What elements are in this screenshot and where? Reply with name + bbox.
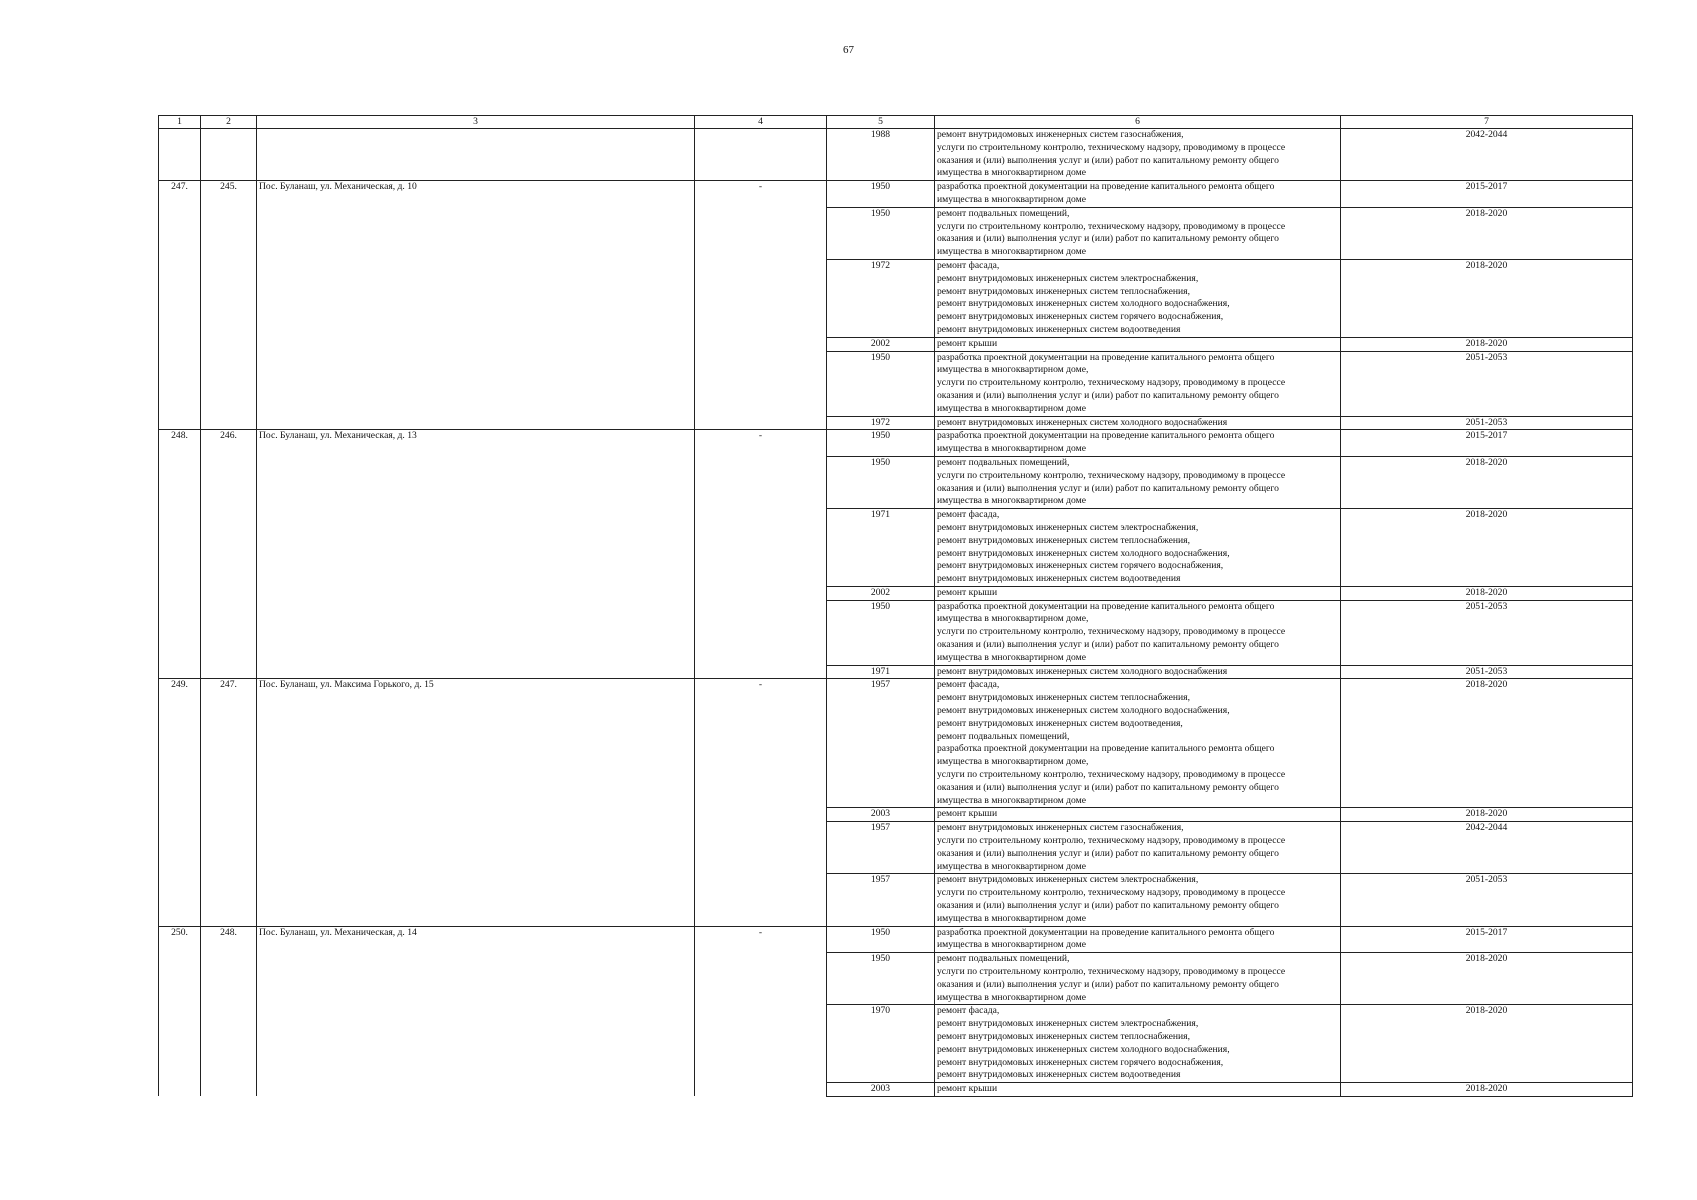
- work-item: разработка проектной документации на проведение капитального ремонта общего: [937, 181, 1275, 193]
- work-item: ремонт подвальных помещений,: [937, 730, 1070, 742]
- period-cell: 2051-2053: [1341, 665, 1633, 679]
- work-item: оказания и (или) выполнения услуг и (или) работ по капитальному ремонту общего: [937, 639, 1279, 651]
- work-item: разработка проектной документации на проведение капитального ремонта общего: [937, 430, 1275, 442]
- year-cell: 1950: [827, 926, 935, 953]
- work-item: разработка проектной документации на проведение капитального ремонта общего: [937, 351, 1275, 363]
- work-item: имущества в многоквартирном доме: [937, 443, 1086, 455]
- year-cell: 1971: [827, 509, 935, 587]
- work-item: ремонт внутридомовых инженерных систем водоотведения,: [937, 717, 1183, 729]
- year-cell: 1957: [827, 679, 935, 808]
- column-4-value: -: [695, 679, 827, 926]
- year-cell: 1950: [827, 430, 935, 457]
- work-item: ремонт внутридомовых инженерных систем теплоснабжения,: [937, 534, 1190, 546]
- work-item: имущества в многоквартирном доме: [937, 860, 1086, 872]
- works-cell: [935, 207, 1341, 259]
- work-item: услуги по строительному контролю, техническому надзору, проводимому в процессе: [937, 835, 1286, 847]
- works-cell: [935, 259, 1341, 337]
- work-item: ремонт крыши: [937, 1083, 998, 1095]
- table-row: [159, 926, 1633, 953]
- work-item: разработка проектной документации на проведение капитального ремонта общего: [937, 926, 1275, 938]
- period-cell: 2018-2020: [1341, 509, 1633, 587]
- year-cell: 2002: [827, 337, 935, 351]
- work-item: ремонт крыши: [937, 337, 998, 349]
- period-cell: 2018-2020: [1341, 953, 1633, 1005]
- works-cell: [935, 456, 1341, 508]
- work-item: разработка проектной документации на проведение капитального ремонта общего: [937, 743, 1275, 755]
- work-item: оказания и (или) выполнения услуг и (или) работ по капитальному ремонту общего: [937, 389, 1279, 401]
- table-body: [159, 116, 1633, 1097]
- column-number: 5: [827, 116, 935, 129]
- house-number: 248.: [201, 926, 257, 1096]
- year-cell: 1950: [827, 953, 935, 1005]
- work-item: ремонт внутридомовых инженерных систем электроснабжения,: [937, 1018, 1199, 1030]
- work-item: ремонт фасада,: [937, 679, 1000, 691]
- works-cell: [935, 953, 1341, 1005]
- table-row: [159, 679, 1633, 808]
- work-item: ремонт внутридомовых инженерных систем водоотведения: [937, 323, 1181, 335]
- work-item: ремонт внутридомовых инженерных систем электроснабжения,: [937, 874, 1199, 886]
- work-item: услуги по строительному контролю, техническому надзору, проводимому в процессе: [937, 469, 1286, 481]
- work-item: ремонт внутридомовых инженерных систем теплоснабжения,: [937, 285, 1190, 297]
- works-cell: [935, 586, 1341, 600]
- house-number: [201, 129, 257, 181]
- work-item: имущества в многоквартирном доме: [937, 193, 1086, 205]
- works-cell: [935, 679, 1341, 808]
- year-cell: 1950: [827, 456, 935, 508]
- work-item: ремонт подвальных помещений,: [937, 953, 1070, 965]
- work-item: ремонт внутридомовых инженерных систем водоотведения: [937, 573, 1181, 585]
- work-item: ремонт внутридомовых инженерных систем холодного водоснабжения,: [937, 1043, 1230, 1055]
- work-item: ремонт внутридомовых инженерных систем электроснабжения,: [937, 272, 1199, 284]
- works-cell: [935, 351, 1341, 416]
- period-cell: 2018-2020: [1341, 456, 1633, 508]
- works-cell: [935, 822, 1341, 874]
- work-item: имущества в многоквартирном доме,: [937, 756, 1089, 768]
- work-item: имущества в многоквартирном доме: [937, 991, 1086, 1003]
- period-cell: 2042-2044: [1341, 822, 1633, 874]
- column-4-value: [695, 129, 827, 181]
- row-number: 249.: [159, 679, 201, 926]
- table-row: [159, 129, 1633, 181]
- column-number: 4: [695, 116, 827, 129]
- house-number: 247.: [201, 679, 257, 926]
- work-item: имущества в многоквартирном доме: [937, 246, 1086, 258]
- year-cell: 1950: [827, 181, 935, 208]
- works-cell: [935, 874, 1341, 926]
- work-item: оказания и (или) выполнения услуг и (или) работ по капитальному ремонту общего: [937, 781, 1279, 793]
- work-item: услуги по строительному контролю, техническому надзору, проводимому в процессе: [937, 141, 1286, 153]
- year-cell: 1950: [827, 600, 935, 665]
- work-item: имущества в многоквартирном доме: [937, 495, 1086, 507]
- house-address: Пос. Буланаш, ул. Механическая, д. 13: [257, 430, 695, 679]
- work-item: имущества в многоквартирном доме: [937, 651, 1086, 663]
- work-item: ремонт крыши: [937, 808, 998, 820]
- work-item: имущества в многоквартирном доме,: [937, 364, 1089, 376]
- period-cell: 2051-2053: [1341, 600, 1633, 665]
- column-4-value: -: [695, 926, 827, 1096]
- year-cell: 1950: [827, 351, 935, 416]
- capital-repair-table: [158, 115, 1633, 1097]
- work-item: ремонт внутридомовых инженерных систем холодного водоснабжения: [937, 416, 1228, 428]
- column-number: 2: [201, 116, 257, 129]
- column-4-value: -: [695, 181, 827, 430]
- period-cell: 2015-2017: [1341, 926, 1633, 953]
- work-item: услуги по строительному контролю, техническому надзору, проводимому в процессе: [937, 966, 1286, 977]
- work-item: ремонт внутридомовых инженерных систем холодного водоснабжения,: [937, 547, 1230, 559]
- work-item: ремонт внутридомовых инженерных систем теплоснабжения,: [937, 1030, 1190, 1042]
- period-cell: 2018-2020: [1341, 1083, 1633, 1097]
- work-item: услуги по строительному контролю, техническому надзору, проводимому в процессе: [937, 887, 1286, 899]
- period-cell: 2018-2020: [1341, 259, 1633, 337]
- works-cell: [935, 416, 1341, 430]
- work-item: услуги по строительному контролю, техническому надзору, проводимому в процессе: [937, 220, 1286, 232]
- work-item: ремонт внутридомовых инженерных систем теплоснабжения,: [937, 692, 1190, 704]
- column-number-row: [159, 116, 1633, 129]
- period-cell: 2018-2020: [1341, 679, 1633, 808]
- work-item: ремонт внутридомовых инженерных систем холодного водоснабжения,: [937, 705, 1230, 717]
- year-cell: 1957: [827, 822, 935, 874]
- period-cell: 2018-2020: [1341, 808, 1633, 822]
- house-address: Пос. Буланаш, ул. Механическая, д. 14: [257, 926, 695, 1096]
- house-number: 245.: [201, 181, 257, 430]
- row-number: 248.: [159, 430, 201, 679]
- year-cell: 1988: [827, 129, 935, 181]
- work-item: имущества в многоквартирном доме: [937, 402, 1086, 414]
- work-item: ремонт внутридомовых инженерных систем водоотведения: [937, 1069, 1181, 1081]
- work-item: разработка проектной документации на проведение капитального ремонта общего: [937, 600, 1275, 612]
- year-cell: 1972: [827, 416, 935, 430]
- column-number: 7: [1341, 116, 1633, 129]
- period-cell: 2051-2053: [1341, 874, 1633, 926]
- column-number: 6: [935, 116, 1341, 129]
- work-item: ремонт внутридомовых инженерных систем газоснабжения,: [937, 129, 1184, 140]
- work-item: ремонт внутридомовых инженерных систем электроснабжения,: [937, 521, 1199, 533]
- column-4-value: -: [695, 430, 827, 679]
- column-number: 1: [159, 116, 201, 129]
- work-item: оказания и (или) выполнения услуг и (или) работ по капитальному ремонту общего: [937, 482, 1279, 494]
- year-cell: 2002: [827, 586, 935, 600]
- column-number: 3: [257, 116, 695, 129]
- period-cell: 2018-2020: [1341, 1005, 1633, 1083]
- row-number: [159, 129, 201, 181]
- work-item: услуги по строительному контролю, техническому надзору, проводимому в процессе: [937, 626, 1286, 638]
- period-cell: 2015-2017: [1341, 430, 1633, 457]
- works-cell: [935, 808, 1341, 822]
- work-item: ремонт внутридомовых инженерных систем горячего водоснабжения,: [937, 560, 1224, 572]
- works-cell: [935, 1005, 1341, 1083]
- work-item: оказания и (или) выполнения услуг и (или) работ по капитальному ремонту общего: [937, 978, 1279, 990]
- period-cell: 2042-2044: [1341, 129, 1633, 181]
- year-cell: 1970: [827, 1005, 935, 1083]
- row-number: 247.: [159, 181, 201, 430]
- table-row: [159, 181, 1633, 208]
- work-item: оказания и (или) выполнения услуг и (или) работ по капитальному ремонту общего: [937, 847, 1279, 859]
- period-cell: 2018-2020: [1341, 586, 1633, 600]
- works-cell: [935, 926, 1341, 953]
- period-cell: 2051-2053: [1341, 416, 1633, 430]
- work-item: ремонт подвальных помещений,: [937, 456, 1070, 468]
- work-item: ремонт фасада,: [937, 509, 1000, 521]
- work-item: ремонт внутридомовых инженерных систем холодного водоснабжения: [937, 665, 1228, 677]
- work-item: услуги по строительному контролю, техническому надзору, проводимому в процессе: [937, 769, 1286, 781]
- works-cell: [935, 1083, 1341, 1097]
- works-cell: [935, 337, 1341, 351]
- works-cell: [935, 665, 1341, 679]
- work-item: ремонт внутридомовых инженерных систем горячего водоснабжения,: [937, 1056, 1224, 1068]
- period-cell: 2015-2017: [1341, 181, 1633, 208]
- work-item: оказания и (или) выполнения услуг и (или) работ по капитальному ремонту общего: [937, 233, 1279, 245]
- house-number: 246.: [201, 430, 257, 679]
- works-cell: [935, 129, 1341, 181]
- work-item: имущества в многоквартирном доме: [937, 939, 1086, 951]
- work-item: имущества в многоквартирном доме,: [937, 613, 1089, 625]
- work-item: ремонт подвальных помещений,: [937, 207, 1070, 219]
- period-cell: 2018-2020: [1341, 337, 1633, 351]
- year-cell: 2003: [827, 808, 935, 822]
- house-address: [257, 129, 695, 181]
- works-cell: [935, 430, 1341, 457]
- work-item: ремонт внутридомовых инженерных систем холодного водоснабжения,: [937, 298, 1230, 310]
- work-item: ремонт фасада,: [937, 259, 1000, 271]
- year-cell: 1972: [827, 259, 935, 337]
- work-item: ремонт внутридомовых инженерных систем газоснабжения,: [937, 822, 1184, 834]
- works-cell: [935, 509, 1341, 587]
- work-item: ремонт крыши: [937, 586, 998, 598]
- work-item: имущества в многоквартирном доме: [937, 794, 1086, 806]
- work-item: имущества в многоквартирном доме: [937, 167, 1086, 179]
- work-item: оказания и (или) выполнения услуг и (или) работ по капитальному ремонту общего: [937, 154, 1279, 166]
- work-item: оказания и (или) выполнения услуг и (или) работ по капитальному ремонту общего: [937, 900, 1279, 912]
- work-item: имущества в многоквартирном доме: [937, 912, 1086, 924]
- table-row: [159, 430, 1633, 457]
- year-cell: 1950: [827, 207, 935, 259]
- period-cell: 2051-2053: [1341, 351, 1633, 416]
- year-cell: 1971: [827, 665, 935, 679]
- works-cell: [935, 600, 1341, 665]
- house-address: Пос. Буланаш, ул. Максима Горького, д. 15: [257, 679, 695, 926]
- year-cell: 1957: [827, 874, 935, 926]
- year-cell: 2003: [827, 1083, 935, 1097]
- row-number: 250.: [159, 926, 201, 1096]
- page-number: 67: [843, 44, 854, 56]
- period-cell: 2018-2020: [1341, 207, 1633, 259]
- work-item: ремонт внутридомовых инженерных систем горячего водоснабжения,: [937, 311, 1224, 323]
- house-address: Пос. Буланаш, ул. Механическая, д. 10: [257, 181, 695, 430]
- work-item: ремонт фасада,: [937, 1005, 1000, 1017]
- works-cell: [935, 181, 1341, 208]
- work-item: услуги по строительному контролю, техническому надзору, проводимому в процессе: [937, 377, 1286, 389]
